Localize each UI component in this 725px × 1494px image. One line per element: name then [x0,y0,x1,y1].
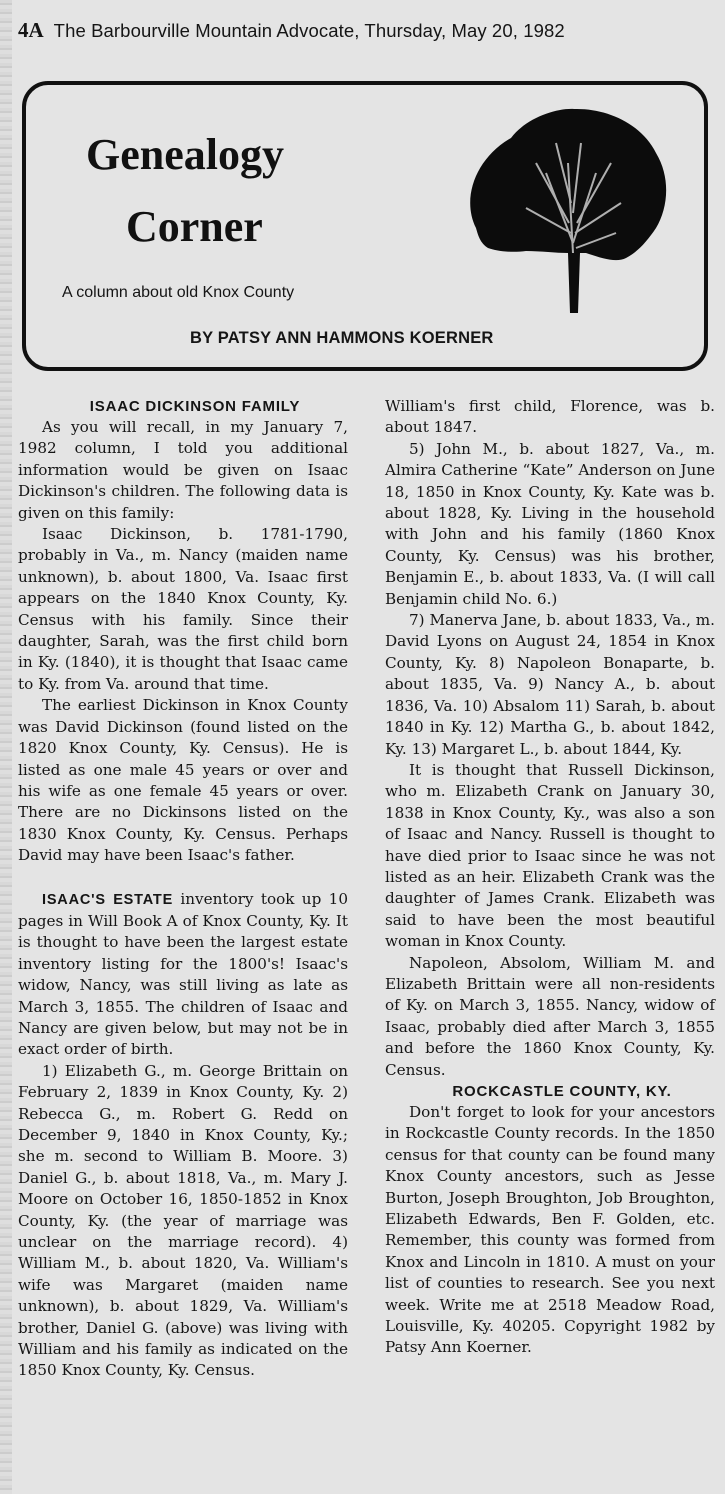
column-title-line2: Corner [126,202,263,251]
page-number: 4A [18,18,44,42]
paragraph: Isaac Dickinson, b. 1781-1790, probably in Va., m. Nancy (maiden name unknown), b. about 1800, Va. Isaac first appears on the 1840 Knox County, Ky. Census with his family. Since their daughter, Sarah, was the first child born in Ky. (1840), it is thought that Isaac came to Ky. from Va. around that time. [18,525,348,693]
paragraph: The earliest Dickinson in Knox County was David Dickinson (found listed on the 1820 Knox County, Ky. Census). He is listed as one male 45 years or over and his wife as one female 45 years or over. There are no Dickinsons listed on the 1830 Knox County, Ky. Census. Perhaps David may have been Isaac's father. [18,696,348,865]
tree-icon [456,103,686,318]
paragraph-estate [18,889,348,1061]
paragraph: Napoleon, Absolom, William M. and Elizabeth Brittain were all non-residents of Ky. on March 3, 1855. Nancy, widow of Isaac, probably died after March 3, 1855 and before the 1860 Knox County, Ky. Census. [385,953,715,1079]
paragraph: 5) John M., b. about 1827, Va., m. Almira Catherine “Kate” Anderson on June 18, 1850 in Knox County, Ky. Kate was b. about 1828, Ky. Living in the household with John and his family (1860 Knox County, Ky. Census) was his brother, Benjamin E., b. about 1833, Va. (I will call Benjamin child No. 6.) [385,439,715,608]
paragraph: As you will recall, in my January 7, 1982 column, I told you additional information would be given on Isaac Dickinson's children. The following data is given on this family: [18,418,348,522]
masthead [18,18,708,48]
publication-line: The Barbourville Mountain Advocate, Thursday, May 20, 1982 [53,20,565,41]
paper-edge [0,0,12,1494]
section-heading-isaac-dickinson-family: ISAAC DICKINSON FAMILY [89,398,301,415]
article-right-column [385,396,715,1359]
paragraph: Don't forget to look for your ancestors in Rockcastle County records. In the 1850 census for that county can be found many Knox County ancestors, such as Jesse Burton, Joseph Broughton, Job Broughton, Elizabeth Edwards, Ben F. Golden, etc. Remember, this county was formed from Knox and Lincoln in 1810. A must on your list of counties to research. See you next week. Write me at 2518 Meadow Road, Louisville, Ky. 40205. Copyright 1982 by Patsy Ann Koerner. [385,1103,715,1357]
column-subtitle: A column about old Knox County [62,284,295,301]
column-header-box [22,81,708,371]
paragraph: It is thought that Russell Dickinson, who m. Elizabeth Crank on January 30, 1838 in Knox County, Ky., was also a son of Isaac and Nancy. Russell is thought to have died prior to Isaac since he was not listed as an heir. Elizabeth Crank was the daughter of James Crank. Elizabeth was said to have been the most beautiful woman in Knox County. [385,760,715,951]
article-left-column [18,396,348,1382]
section-heading-rockcastle-county: ROCKCASTLE COUNTY, KY. [452,1083,672,1100]
estate-text: inventory took up 10 pages in Will Book A of Knox County, Ky. It is thought to have been the largest estate inventory listing for the 1800's! Isaac's widow, Nancy, was still living as late as March 3, 1855. The children of Isaac and Nancy are given below, but may not be in exact order of birth. [18,889,348,1059]
paragraph: William's first child, Florence, was b. about 1847. [385,397,715,437]
column-title-line1: Genealogy [86,130,284,179]
byline: BY PATSY ANN HAMMONS KOERNER [190,329,494,347]
paragraph-children: 1) Elizabeth G., m. George Brittain on February 2, 1839 in Knox County, Ky. 2) Rebecca G., m. Robert G. Redd on December 9, 1840 in Knox County, Ky.; she m. second to William B. Moore. 3) Daniel G., b. about 1818, Va., m. Mary J. Moore on October 16, 1850-1852 in Knox County, Ky. (the year of marriage was unclear on the marriage record). 4) William M., b. about 1820, Va. William's wife was Margaret (maiden name unknown), b. about 1829, Va. William's brother, Daniel G. (above) was living with William and his family as indicated on the 1850 Knox County, Ky. Census. [18,1061,348,1380]
paragraph: 7) Manerva Jane, b. about 1833, Va., m. David Lyons on August 24, 1854 in Knox County, Ky. 8) Napoleon Bonaparte, b. about 1835, Va. 9) Nancy A., b. about 1836, Va. 10) Absalom 11) Sarah, b. about 1840 in Ky. 12) Martha G., b. about 1842, Ky. 13) Margaret L., b. about 1844, Ky. [385,611,715,758]
section-heading-isaacs-estate: ISAAC'S ESTATE [42,891,174,908]
